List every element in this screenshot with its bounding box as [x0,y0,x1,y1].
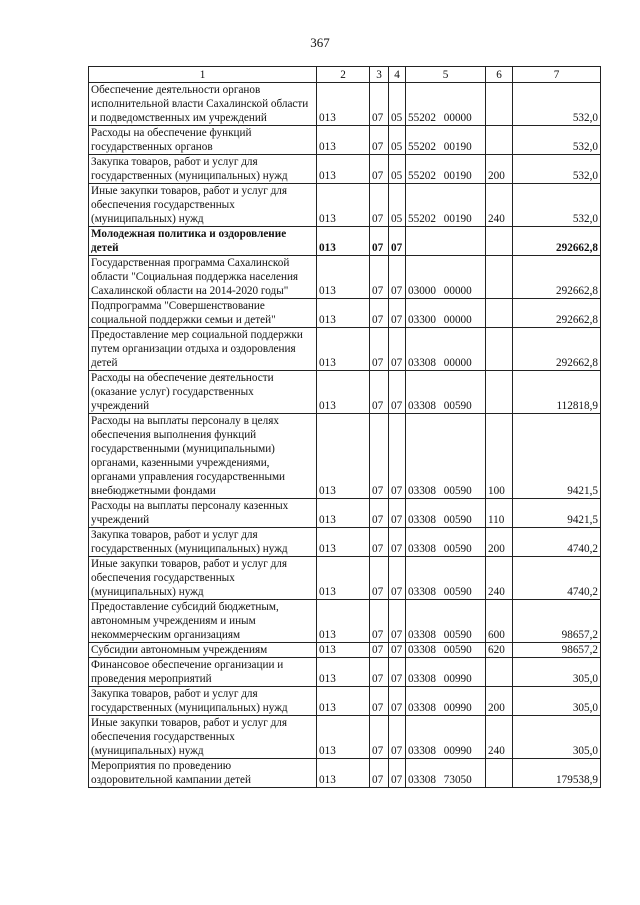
cell-subsection: 07 [389,256,406,299]
cell-admin-code: 013 [317,716,370,759]
table-row [89,687,601,716]
cell-amount: 292662,8 [513,328,601,371]
cell-section: 07 [370,759,389,788]
cell-admin-code: 013 [317,687,370,716]
cell-target-article: 03308 00990 [406,687,486,716]
table-row [89,414,601,499]
header-col-4: 4 [389,67,406,83]
cell-expense-type [486,299,513,328]
cell-subsection: 07 [389,600,406,643]
cell-target-article: 03308 00590 [406,499,486,528]
cell-target-article: 03000 00000 [406,256,486,299]
cell-subsection: 07 [389,687,406,716]
cell-amount: 532,0 [513,83,601,126]
cell-target-article: 03308 00990 [406,716,486,759]
cell-name: Закупка товаров, работ и услуг для государственных (муниципальных) нужд [89,687,317,716]
cell-name: Государственная программа Сахалинской области "Социальная поддержка населения Сахалинской области на 2014-2020 годы" [89,256,317,299]
cell-amount: 98657,2 [513,600,601,643]
cell-section: 07 [370,155,389,184]
cell-name: Иные закупки товаров, работ и услуг для обеспечения государственных (муниципальных) нужд [89,184,317,227]
cell-target-article: 55202 00190 [406,155,486,184]
cell-admin-code: 013 [317,184,370,227]
table-row [89,126,601,155]
cell-name: Расходы на обеспечение деятельности (оказание услуг) государственных учреждений [89,371,317,414]
cell-amount: 9421,5 [513,414,601,499]
cell-section: 07 [370,528,389,557]
cell-subsection: 05 [389,155,406,184]
cell-expense-type: 110 [486,499,513,528]
header-col-7: 7 [513,67,601,83]
cell-target-article: 03308 00590 [406,643,486,658]
cell-section: 07 [370,557,389,600]
cell-section: 07 [370,227,389,256]
cell-target-article: 55202 00000 [406,83,486,126]
cell-amount: 532,0 [513,184,601,227]
table-row [89,716,601,759]
cell-expense-type [486,126,513,155]
cell-admin-code: 013 [317,528,370,557]
cell-expense-type: 200 [486,155,513,184]
cell-expense-type [486,328,513,371]
cell-subsection: 07 [389,371,406,414]
table-row [89,557,601,600]
table-row [89,658,601,687]
cell-expense-type [486,658,513,687]
cell-admin-code: 013 [317,643,370,658]
cell-subsection: 07 [389,557,406,600]
cell-expense-type [486,759,513,788]
cell-target-article: 03308 00590 [406,414,486,499]
page-number: 367 [310,35,330,50]
cell-name: Молодежная политика и оздоровление детей [89,227,317,256]
cell-amount: 292662,8 [513,227,601,256]
cell-admin-code: 013 [317,499,370,528]
cell-expense-type: 200 [486,687,513,716]
cell-target-article: 03308 00590 [406,371,486,414]
cell-target-article: 55202 00190 [406,184,486,227]
cell-admin-code: 013 [317,759,370,788]
header-col-5: 5 [406,67,486,83]
cell-amount: 305,0 [513,658,601,687]
cell-expense-type: 200 [486,528,513,557]
cell-amount: 292662,8 [513,299,601,328]
cell-section: 07 [370,328,389,371]
cell-subsection: 07 [389,716,406,759]
cell-subsection: 07 [389,299,406,328]
cell-amount: 179538,9 [513,759,601,788]
cell-subsection: 05 [389,184,406,227]
cell-admin-code: 013 [317,256,370,299]
cell-name: Расходы на выплаты персоналу казенных учреждений [89,499,317,528]
cell-section: 07 [370,299,389,328]
cell-expense-type: 240 [486,716,513,759]
cell-subsection: 07 [389,528,406,557]
table-row [89,83,601,126]
cell-admin-code: 013 [317,658,370,687]
cell-name: Расходы на обеспечение функций государственных органов [89,126,317,155]
cell-target-article: 03308 00590 [406,557,486,600]
cell-admin-code: 013 [317,371,370,414]
cell-amount: 532,0 [513,155,601,184]
cell-name: Обеспечение деятельности органов исполнительной власти Сахалинской области и подведомственных им учреждений [89,83,317,126]
cell-name: Закупка товаров, работ и услуг для государственных (муниципальных) нужд [89,155,317,184]
cell-expense-type [486,83,513,126]
cell-name: Подпрограмма "Совершенствование социальной поддержки семьи и детей" [89,299,317,328]
header-col-2: 2 [317,67,370,83]
cell-expense-type: 240 [486,184,513,227]
cell-target-article: 03308 00990 [406,658,486,687]
cell-subsection: 07 [389,643,406,658]
cell-amount: 9421,5 [513,499,601,528]
cell-section: 07 [370,184,389,227]
cell-expense-type: 600 [486,600,513,643]
cell-expense-type [486,371,513,414]
cell-section: 07 [370,658,389,687]
cell-subsection: 07 [389,414,406,499]
table-row [89,184,601,227]
table-body [89,83,601,788]
table-row [89,499,601,528]
cell-admin-code: 013 [317,227,370,256]
cell-expense-type: 100 [486,414,513,499]
table-row [89,643,601,658]
cell-name: Иные закупки товаров, работ и услуг для обеспечения государственных (муниципальных) нужд [89,557,317,600]
cell-name: Финансовое обеспечение организации и проведения мероприятий [89,658,317,687]
cell-subsection: 07 [389,227,406,256]
cell-name: Предоставление мер социальной поддержки путем организации отдыха и оздоровления детей [89,328,317,371]
cell-target-article: 55202 00190 [406,126,486,155]
cell-admin-code: 013 [317,126,370,155]
table-row [89,256,601,299]
cell-subsection: 07 [389,328,406,371]
table-row [89,155,601,184]
cell-target-article: 03308 73050 [406,759,486,788]
cell-expense-type [486,227,513,256]
cell-target-article [406,227,486,256]
cell-section: 07 [370,687,389,716]
cell-target-article: 03300 00000 [406,299,486,328]
table-row [89,528,601,557]
table-row [89,600,601,643]
header-col-6: 6 [486,67,513,83]
cell-section: 07 [370,126,389,155]
cell-subsection: 05 [389,83,406,126]
table-row [89,328,601,371]
header-col-1: 1 [89,67,317,83]
cell-expense-type: 240 [486,557,513,600]
cell-admin-code: 013 [317,83,370,126]
cell-admin-code: 013 [317,557,370,600]
cell-amount: 4740,2 [513,557,601,600]
cell-amount: 305,0 [513,687,601,716]
cell-amount: 532,0 [513,126,601,155]
cell-section: 07 [370,600,389,643]
budget-table [88,66,601,788]
cell-section: 07 [370,371,389,414]
cell-target-article: 03308 00000 [406,328,486,371]
cell-expense-type: 620 [486,643,513,658]
cell-subsection: 07 [389,499,406,528]
cell-name: Закупка товаров, работ и услуг для государственных (муниципальных) нужд [89,528,317,557]
cell-amount: 292662,8 [513,256,601,299]
cell-section: 07 [370,643,389,658]
table-row [89,759,601,788]
cell-target-article: 03308 00590 [406,528,486,557]
header-col-3: 3 [370,67,389,83]
cell-amount: 4740,2 [513,528,601,557]
cell-amount: 98657,2 [513,643,601,658]
header-row [89,67,601,83]
cell-section: 07 [370,414,389,499]
cell-admin-code: 013 [317,600,370,643]
cell-admin-code: 013 [317,155,370,184]
cell-name: Расходы на выплаты персоналу в целях обеспечения выполнения функций государственными (муниципальными) органами, казенными учреждениями, органами управления государственными внебюджетными фондами [89,414,317,499]
cell-admin-code: 013 [317,414,370,499]
cell-section: 07 [370,83,389,126]
cell-target-article: 03308 00590 [406,600,486,643]
cell-amount: 112818,9 [513,371,601,414]
cell-name: Субсидии автономным учреждениям [89,643,317,658]
cell-expense-type [486,256,513,299]
cell-name: Иные закупки товаров, работ и услуг для обеспечения государственных (муниципальных) нужд [89,716,317,759]
cell-section: 07 [370,256,389,299]
cell-subsection: 05 [389,126,406,155]
cell-subsection: 07 [389,759,406,788]
cell-section: 07 [370,499,389,528]
cell-amount: 305,0 [513,716,601,759]
table-row [89,227,601,256]
cell-section: 07 [370,716,389,759]
cell-subsection: 07 [389,658,406,687]
cell-admin-code: 013 [317,299,370,328]
table-row [89,299,601,328]
table-row [89,371,601,414]
cell-name: Мероприятия по проведению оздоровительной кампании детей [89,759,317,788]
cell-name: Предоставление субсидий бюджетным, автономным учреждениям и иным некоммерческим организациям [89,600,317,643]
cell-admin-code: 013 [317,328,370,371]
